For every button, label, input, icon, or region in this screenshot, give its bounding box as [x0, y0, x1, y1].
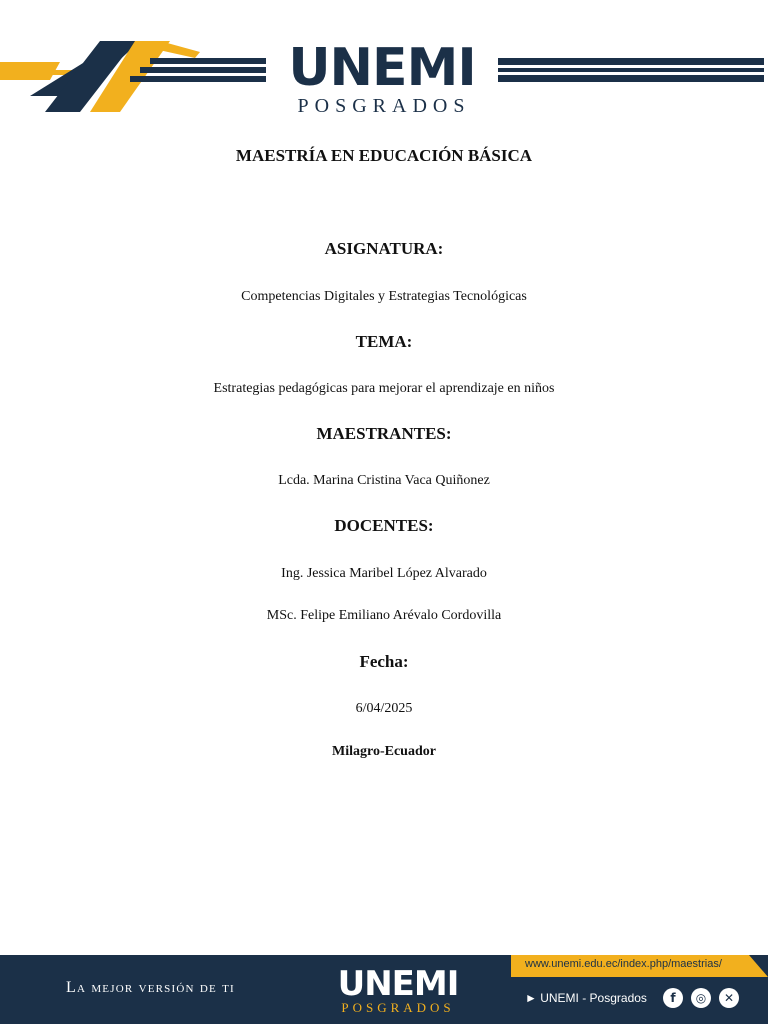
program-title: MAESTRÍA EN EDUCACIÓN BÁSICA: [235, 146, 533, 165]
subject-heading: ASIGNATURA:: [324, 239, 444, 258]
student-name: Lcda. Marina Cristina Vaca Quiñonez: [278, 473, 490, 488]
teachers-heading: DOCENTES:: [334, 516, 434, 535]
place-text: Milagro-Ecuador: [332, 744, 436, 759]
students-heading: MAESTRANTES:: [316, 424, 452, 443]
footer-logo-word: UNEMI: [337, 964, 459, 1004]
x-icon[interactable]: ✕: [719, 988, 739, 1008]
logo-subtitle: POSGRADOS: [297, 95, 471, 117]
social-icons: [663, 988, 739, 1008]
footer-banner: [0, 955, 768, 1024]
instagram-icon[interactable]: ◎: [691, 988, 711, 1008]
footer-logo: [330, 964, 466, 1015]
subject-text: Competencias Digitales y Estrategias Tecnológicas: [241, 289, 527, 304]
header-banner: [0, 0, 768, 130]
logo-word: UNEMI: [288, 38, 476, 98]
footer-logo-subtitle: POSGRADOS: [341, 1000, 455, 1015]
social-label[interactable]: ► UNEMI - Posgrados: [525, 991, 647, 1005]
topic-text: Estrategias pedagógicas para mejorar el aprendizaje en niños: [213, 381, 555, 396]
date-text: 6/04/2025: [355, 701, 413, 716]
teacher-name-1: Ing. Jessica Maribel López Alvarado: [281, 566, 487, 581]
footer-url-bar: [511, 955, 768, 977]
topic-heading: TEMA:: [355, 332, 413, 351]
footer-url-link[interactable]: www.unemi.edu.ec/index.php/maestrias/: [525, 958, 722, 970]
date-heading: Fecha:: [359, 652, 409, 671]
footer-slogan: La mejor versión de ti: [66, 979, 235, 996]
unemi-logo: [286, 40, 478, 116]
facebook-icon[interactable]: f: [663, 988, 683, 1008]
teacher-name-2: MSc. Felipe Emiliano Arévalo Cordovilla: [266, 608, 502, 623]
